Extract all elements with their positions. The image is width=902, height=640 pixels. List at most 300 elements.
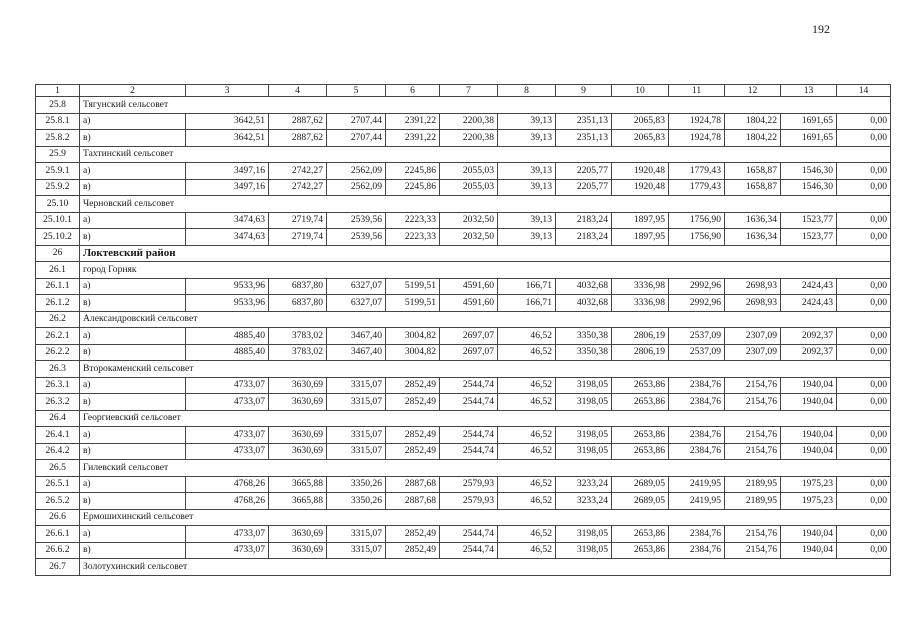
value-cell: 2245,86 bbox=[386, 179, 440, 196]
value-cell: 1691,65 bbox=[781, 113, 837, 130]
value-cell: 3630,69 bbox=[269, 443, 327, 460]
value-cell: 6327,07 bbox=[327, 295, 386, 312]
value-cell: 0,00 bbox=[837, 526, 891, 543]
value-cell: 3198,05 bbox=[556, 526, 612, 543]
value-cell: 2562,09 bbox=[327, 163, 386, 180]
value-cell: 3350,26 bbox=[327, 476, 386, 493]
column-number-cell: 14 bbox=[837, 85, 891, 97]
table-row bbox=[36, 427, 891, 444]
value-cell: 46,52 bbox=[498, 344, 556, 361]
value-cell: 2351,13 bbox=[556, 130, 612, 147]
section-title: Черновский сельсовет bbox=[80, 196, 891, 213]
column-number-cell: 3 bbox=[186, 85, 269, 97]
row-code-cell: 26.3.2 bbox=[36, 394, 80, 411]
table-row bbox=[36, 377, 891, 394]
row-code-cell: 26.3.1 bbox=[36, 377, 80, 394]
value-cell: 2419,95 bbox=[669, 493, 725, 510]
value-cell: 3315,07 bbox=[327, 427, 386, 444]
table-body bbox=[36, 85, 891, 576]
row-code-cell: 25.9.1 bbox=[36, 163, 80, 180]
value-cell: 2742,27 bbox=[269, 179, 327, 196]
value-cell: 1804,22 bbox=[725, 130, 781, 147]
value-cell: 3350,26 bbox=[327, 493, 386, 510]
value-cell: 3315,07 bbox=[327, 526, 386, 543]
section-title: Ермошихинский сельсовет bbox=[80, 509, 891, 526]
value-cell: 3474,63 bbox=[186, 212, 269, 229]
section-title: Тягунский сельсовет bbox=[80, 97, 891, 114]
value-cell: 2579,93 bbox=[440, 476, 498, 493]
value-cell: 3315,07 bbox=[327, 377, 386, 394]
value-cell: 3467,40 bbox=[327, 344, 386, 361]
section-heading-row bbox=[36, 559, 891, 576]
value-cell: 2092,37 bbox=[781, 328, 837, 345]
value-cell: 2852,49 bbox=[386, 443, 440, 460]
value-cell: 3665,88 bbox=[269, 493, 327, 510]
value-cell: 0,00 bbox=[837, 328, 891, 345]
value-cell: 5199,51 bbox=[386, 278, 440, 295]
section-title: Тахтинский сельсовет bbox=[80, 146, 891, 163]
row-code-cell: 25.9.2 bbox=[36, 179, 80, 196]
value-cell: 2719,74 bbox=[269, 229, 327, 246]
value-cell: 166,71 bbox=[498, 295, 556, 312]
value-cell: 4885,40 bbox=[186, 344, 269, 361]
value-cell: 9533,96 bbox=[186, 295, 269, 312]
section-heading-row bbox=[36, 361, 891, 378]
value-cell: 0,00 bbox=[837, 229, 891, 246]
value-cell: 2154,76 bbox=[725, 542, 781, 559]
row-variant-cell: а) bbox=[80, 113, 186, 130]
value-cell: 3350,38 bbox=[556, 328, 612, 345]
row-code-cell: 26.4.2 bbox=[36, 443, 80, 460]
value-cell: 2223,33 bbox=[386, 212, 440, 229]
value-cell: 1940,04 bbox=[781, 443, 837, 460]
district-title: Локтевский район bbox=[80, 245, 891, 262]
value-cell: 2391,22 bbox=[386, 113, 440, 130]
row-code-cell: 26.5 bbox=[36, 460, 80, 477]
value-cell: 1940,04 bbox=[781, 377, 837, 394]
value-cell: 3642,51 bbox=[186, 113, 269, 130]
value-cell: 2384,76 bbox=[669, 427, 725, 444]
value-cell: 0,00 bbox=[837, 443, 891, 460]
row-code-cell: 25.10 bbox=[36, 196, 80, 213]
value-cell: 1636,34 bbox=[725, 229, 781, 246]
value-cell: 39,13 bbox=[498, 229, 556, 246]
row-code-cell: 26.6.2 bbox=[36, 542, 80, 559]
section-heading-row bbox=[36, 509, 891, 526]
value-cell: 1897,95 bbox=[612, 229, 669, 246]
row-code-cell: 26.4 bbox=[36, 410, 80, 427]
section-heading-row bbox=[36, 146, 891, 163]
value-cell: 5199,51 bbox=[386, 295, 440, 312]
value-cell: 1691,65 bbox=[781, 130, 837, 147]
value-cell: 2200,38 bbox=[440, 130, 498, 147]
value-cell: 2154,76 bbox=[725, 427, 781, 444]
value-cell: 3497,16 bbox=[186, 179, 269, 196]
value-cell: 1897,95 bbox=[612, 212, 669, 229]
table-row bbox=[36, 278, 891, 295]
table-row bbox=[36, 179, 891, 196]
value-cell: 2719,74 bbox=[269, 212, 327, 229]
value-cell: 2539,56 bbox=[327, 212, 386, 229]
table-row bbox=[36, 295, 891, 312]
value-cell: 2537,09 bbox=[669, 344, 725, 361]
value-cell: 2544,74 bbox=[440, 443, 498, 460]
value-cell: 6327,07 bbox=[327, 278, 386, 295]
value-cell: 3467,40 bbox=[327, 328, 386, 345]
table-row bbox=[36, 443, 891, 460]
page-number: 192 bbox=[812, 22, 830, 36]
value-cell: 2424,43 bbox=[781, 278, 837, 295]
table-row bbox=[36, 113, 891, 130]
value-cell: 0,00 bbox=[837, 113, 891, 130]
value-cell: 3630,69 bbox=[269, 542, 327, 559]
section-heading-row bbox=[36, 97, 891, 114]
column-number-cell: 9 bbox=[556, 85, 612, 97]
row-variant-cell: а) bbox=[80, 163, 186, 180]
value-cell: 3004,82 bbox=[386, 328, 440, 345]
row-variant-cell: а) bbox=[80, 476, 186, 493]
section-title: Гилевский сельсовет bbox=[80, 460, 891, 477]
value-cell: 1940,04 bbox=[781, 542, 837, 559]
column-number-header-row bbox=[36, 85, 891, 97]
value-cell: 3642,51 bbox=[186, 130, 269, 147]
value-cell: 3497,16 bbox=[186, 163, 269, 180]
value-cell: 2065,83 bbox=[612, 113, 669, 130]
value-cell: 2689,05 bbox=[612, 493, 669, 510]
value-cell: 3315,07 bbox=[327, 394, 386, 411]
table-row bbox=[36, 394, 891, 411]
value-cell: 2032,50 bbox=[440, 229, 498, 246]
value-cell: 1940,04 bbox=[781, 394, 837, 411]
value-cell: 3315,07 bbox=[327, 542, 386, 559]
row-code-cell: 25.9 bbox=[36, 146, 80, 163]
table-row bbox=[36, 542, 891, 559]
value-cell: 3336,98 bbox=[612, 295, 669, 312]
value-cell: 0,00 bbox=[837, 344, 891, 361]
row-variant-cell: в) bbox=[80, 493, 186, 510]
row-variant-cell: в) bbox=[80, 130, 186, 147]
value-cell: 2579,93 bbox=[440, 493, 498, 510]
value-cell: 166,71 bbox=[498, 278, 556, 295]
value-cell: 3233,24 bbox=[556, 476, 612, 493]
value-cell: 2653,86 bbox=[612, 377, 669, 394]
value-cell: 2092,37 bbox=[781, 344, 837, 361]
value-cell: 1920,48 bbox=[612, 163, 669, 180]
value-cell: 4733,07 bbox=[186, 542, 269, 559]
value-cell: 2698,93 bbox=[725, 278, 781, 295]
row-code-cell: 26.2 bbox=[36, 311, 80, 328]
column-number-cell: 2 bbox=[80, 85, 186, 97]
value-cell: 2742,27 bbox=[269, 163, 327, 180]
value-cell: 2419,95 bbox=[669, 476, 725, 493]
value-cell: 1779,43 bbox=[669, 179, 725, 196]
value-cell: 4885,40 bbox=[186, 328, 269, 345]
value-cell: 1756,90 bbox=[669, 212, 725, 229]
value-cell: 2189,95 bbox=[725, 493, 781, 510]
value-cell: 3198,05 bbox=[556, 542, 612, 559]
value-cell: 2852,49 bbox=[386, 427, 440, 444]
value-cell: 0,00 bbox=[837, 212, 891, 229]
value-cell: 2653,86 bbox=[612, 394, 669, 411]
section-heading-row bbox=[36, 196, 891, 213]
value-cell: 1940,04 bbox=[781, 427, 837, 444]
value-cell: 6837,80 bbox=[269, 278, 327, 295]
value-cell: 3630,69 bbox=[269, 427, 327, 444]
value-cell: 1546,30 bbox=[781, 179, 837, 196]
value-cell: 46,52 bbox=[498, 493, 556, 510]
column-number-cell: 4 bbox=[269, 85, 327, 97]
value-cell: 2887,62 bbox=[269, 113, 327, 130]
value-cell: 2384,76 bbox=[669, 542, 725, 559]
value-cell: 2391,22 bbox=[386, 130, 440, 147]
value-cell: 39,13 bbox=[498, 163, 556, 180]
value-cell: 3630,69 bbox=[269, 377, 327, 394]
value-cell: 3336,98 bbox=[612, 278, 669, 295]
row-code-cell: 26.6.1 bbox=[36, 526, 80, 543]
value-cell: 2065,83 bbox=[612, 130, 669, 147]
row-variant-cell: в) bbox=[80, 394, 186, 411]
value-cell: 4032,68 bbox=[556, 295, 612, 312]
row-variant-cell: а) bbox=[80, 526, 186, 543]
value-cell: 4733,07 bbox=[186, 526, 269, 543]
value-cell: 2544,74 bbox=[440, 377, 498, 394]
value-cell: 0,00 bbox=[837, 542, 891, 559]
value-cell: 4733,07 bbox=[186, 443, 269, 460]
value-cell: 3665,88 bbox=[269, 476, 327, 493]
value-cell: 3198,05 bbox=[556, 443, 612, 460]
row-variant-cell: а) bbox=[80, 328, 186, 345]
value-cell: 46,52 bbox=[498, 542, 556, 559]
value-cell: 2539,56 bbox=[327, 229, 386, 246]
value-cell: 46,52 bbox=[498, 476, 556, 493]
value-cell: 2697,07 bbox=[440, 344, 498, 361]
value-cell: 2200,38 bbox=[440, 113, 498, 130]
value-cell: 0,00 bbox=[837, 493, 891, 510]
value-cell: 2307,09 bbox=[725, 328, 781, 345]
value-cell: 4768,26 bbox=[186, 493, 269, 510]
value-cell: 46,52 bbox=[498, 443, 556, 460]
row-code-cell: 26.1 bbox=[36, 262, 80, 279]
value-cell: 0,00 bbox=[837, 130, 891, 147]
row-code-cell: 25.10.1 bbox=[36, 212, 80, 229]
value-cell: 1756,90 bbox=[669, 229, 725, 246]
value-cell: 2537,09 bbox=[669, 328, 725, 345]
value-cell: 1920,48 bbox=[612, 179, 669, 196]
value-cell: 3198,05 bbox=[556, 377, 612, 394]
value-cell: 39,13 bbox=[498, 130, 556, 147]
row-variant-cell: в) bbox=[80, 443, 186, 460]
value-cell: 3198,05 bbox=[556, 394, 612, 411]
row-code-cell: 26.7 bbox=[36, 559, 80, 576]
value-cell: 2992,96 bbox=[669, 278, 725, 295]
value-cell: 0,00 bbox=[837, 295, 891, 312]
value-cell: 2055,03 bbox=[440, 179, 498, 196]
value-cell: 2384,76 bbox=[669, 443, 725, 460]
value-cell: 3350,38 bbox=[556, 344, 612, 361]
section-title: Золотухинский сельсовет bbox=[80, 559, 891, 576]
column-number-cell: 13 bbox=[781, 85, 837, 97]
column-number-cell: 10 bbox=[612, 85, 669, 97]
row-variant-cell: в) bbox=[80, 179, 186, 196]
section-title: Александровский сельсовет bbox=[80, 311, 891, 328]
column-number-cell: 7 bbox=[440, 85, 498, 97]
value-cell: 2653,86 bbox=[612, 542, 669, 559]
value-cell: 1975,23 bbox=[781, 493, 837, 510]
value-cell: 2697,07 bbox=[440, 328, 498, 345]
value-cell: 3198,05 bbox=[556, 427, 612, 444]
tariff-table bbox=[35, 84, 891, 576]
value-cell: 2689,05 bbox=[612, 476, 669, 493]
value-cell: 2154,76 bbox=[725, 526, 781, 543]
value-cell: 2852,49 bbox=[386, 377, 440, 394]
value-cell: 2183,24 bbox=[556, 212, 612, 229]
value-cell: 0,00 bbox=[837, 476, 891, 493]
value-cell: 39,13 bbox=[498, 179, 556, 196]
table-row bbox=[36, 526, 891, 543]
value-cell: 2384,76 bbox=[669, 394, 725, 411]
value-cell: 1636,34 bbox=[725, 212, 781, 229]
column-number-cell: 12 bbox=[725, 85, 781, 97]
value-cell: 9533,96 bbox=[186, 278, 269, 295]
value-cell: 3004,82 bbox=[386, 344, 440, 361]
row-variant-cell: а) bbox=[80, 377, 186, 394]
row-variant-cell: в) bbox=[80, 229, 186, 246]
value-cell: 2223,33 bbox=[386, 229, 440, 246]
section-heading-row bbox=[36, 410, 891, 427]
row-code-cell: 26 bbox=[36, 245, 80, 262]
value-cell: 2806,19 bbox=[612, 344, 669, 361]
value-cell: 2707,44 bbox=[327, 113, 386, 130]
value-cell: 3474,63 bbox=[186, 229, 269, 246]
section-title: Георгиевский сельсовет bbox=[80, 410, 891, 427]
value-cell: 2653,86 bbox=[612, 526, 669, 543]
value-cell: 0,00 bbox=[837, 394, 891, 411]
column-number-cell: 5 bbox=[327, 85, 386, 97]
value-cell: 0,00 bbox=[837, 427, 891, 444]
value-cell: 2384,76 bbox=[669, 377, 725, 394]
value-cell: 1779,43 bbox=[669, 163, 725, 180]
value-cell: 2154,76 bbox=[725, 394, 781, 411]
value-cell: 3630,69 bbox=[269, 526, 327, 543]
value-cell: 2653,86 bbox=[612, 443, 669, 460]
table-row bbox=[36, 163, 891, 180]
value-cell: 2154,76 bbox=[725, 377, 781, 394]
value-cell: 2992,96 bbox=[669, 295, 725, 312]
section-heading-row bbox=[36, 262, 891, 279]
row-code-cell: 26.2.2 bbox=[36, 344, 80, 361]
value-cell: 4733,07 bbox=[186, 427, 269, 444]
value-cell: 4733,07 bbox=[186, 377, 269, 394]
value-cell: 1924,78 bbox=[669, 113, 725, 130]
section-title: город Горняк bbox=[80, 262, 891, 279]
value-cell: 2887,62 bbox=[269, 130, 327, 147]
row-code-cell: 26.4.1 bbox=[36, 427, 80, 444]
value-cell: 3783,02 bbox=[269, 328, 327, 345]
section-heading-row bbox=[36, 460, 891, 477]
row-variant-cell: а) bbox=[80, 278, 186, 295]
row-code-cell: 25.8 bbox=[36, 97, 80, 114]
value-cell: 2698,93 bbox=[725, 295, 781, 312]
value-cell: 2852,49 bbox=[386, 542, 440, 559]
value-cell: 3233,24 bbox=[556, 493, 612, 510]
table-row bbox=[36, 229, 891, 246]
value-cell: 2055,03 bbox=[440, 163, 498, 180]
table-row bbox=[36, 476, 891, 493]
value-cell: 4768,26 bbox=[186, 476, 269, 493]
value-cell: 2852,49 bbox=[386, 394, 440, 411]
value-cell: 2544,74 bbox=[440, 526, 498, 543]
row-code-cell: 26.5.1 bbox=[36, 476, 80, 493]
value-cell: 46,52 bbox=[498, 377, 556, 394]
value-cell: 46,52 bbox=[498, 394, 556, 411]
value-cell: 46,52 bbox=[498, 427, 556, 444]
value-cell: 1940,04 bbox=[781, 526, 837, 543]
value-cell: 2189,95 bbox=[725, 476, 781, 493]
row-variant-cell: а) bbox=[80, 212, 186, 229]
value-cell: 2544,74 bbox=[440, 427, 498, 444]
column-number-cell: 6 bbox=[386, 85, 440, 97]
table-row bbox=[36, 130, 891, 147]
row-variant-cell: а) bbox=[80, 427, 186, 444]
value-cell: 2205,77 bbox=[556, 179, 612, 196]
value-cell: 4591,60 bbox=[440, 278, 498, 295]
row-code-cell: 26.3 bbox=[36, 361, 80, 378]
value-cell: 3783,02 bbox=[269, 344, 327, 361]
row-variant-cell: в) bbox=[80, 344, 186, 361]
value-cell: 3315,07 bbox=[327, 443, 386, 460]
value-cell: 1658,87 bbox=[725, 179, 781, 196]
row-code-cell: 26.6 bbox=[36, 509, 80, 526]
value-cell: 2887,68 bbox=[386, 493, 440, 510]
value-cell: 3630,69 bbox=[269, 394, 327, 411]
value-cell: 46,52 bbox=[498, 526, 556, 543]
row-variant-cell: в) bbox=[80, 542, 186, 559]
table-row bbox=[36, 212, 891, 229]
value-cell: 4032,68 bbox=[556, 278, 612, 295]
value-cell: 2544,74 bbox=[440, 542, 498, 559]
value-cell: 1924,78 bbox=[669, 130, 725, 147]
value-cell: 2562,09 bbox=[327, 179, 386, 196]
table-row bbox=[36, 344, 891, 361]
value-cell: 2154,76 bbox=[725, 443, 781, 460]
section-title: Второкаменский сельсовет bbox=[80, 361, 891, 378]
value-cell: 2852,49 bbox=[386, 526, 440, 543]
value-cell: 4733,07 bbox=[186, 394, 269, 411]
value-cell: 39,13 bbox=[498, 113, 556, 130]
value-cell: 0,00 bbox=[837, 278, 891, 295]
value-cell: 0,00 bbox=[837, 163, 891, 180]
value-cell: 2205,77 bbox=[556, 163, 612, 180]
column-number-cell: 8 bbox=[498, 85, 556, 97]
row-code-cell: 26.5.2 bbox=[36, 493, 80, 510]
value-cell: 2653,86 bbox=[612, 427, 669, 444]
value-cell: 1658,87 bbox=[725, 163, 781, 180]
district-heading-row bbox=[36, 245, 891, 262]
value-cell: 2183,24 bbox=[556, 229, 612, 246]
value-cell: 1804,22 bbox=[725, 113, 781, 130]
column-number-cell: 1 bbox=[36, 85, 80, 97]
value-cell: 46,52 bbox=[498, 328, 556, 345]
row-code-cell: 26.2.1 bbox=[36, 328, 80, 345]
value-cell: 1523,77 bbox=[781, 212, 837, 229]
value-cell: 1546,30 bbox=[781, 163, 837, 180]
value-cell: 39,13 bbox=[498, 212, 556, 229]
value-cell: 0,00 bbox=[837, 377, 891, 394]
value-cell: 0,00 bbox=[837, 179, 891, 196]
row-code-cell: 26.1.2 bbox=[36, 295, 80, 312]
value-cell: 2245,86 bbox=[386, 163, 440, 180]
value-cell: 2544,74 bbox=[440, 394, 498, 411]
